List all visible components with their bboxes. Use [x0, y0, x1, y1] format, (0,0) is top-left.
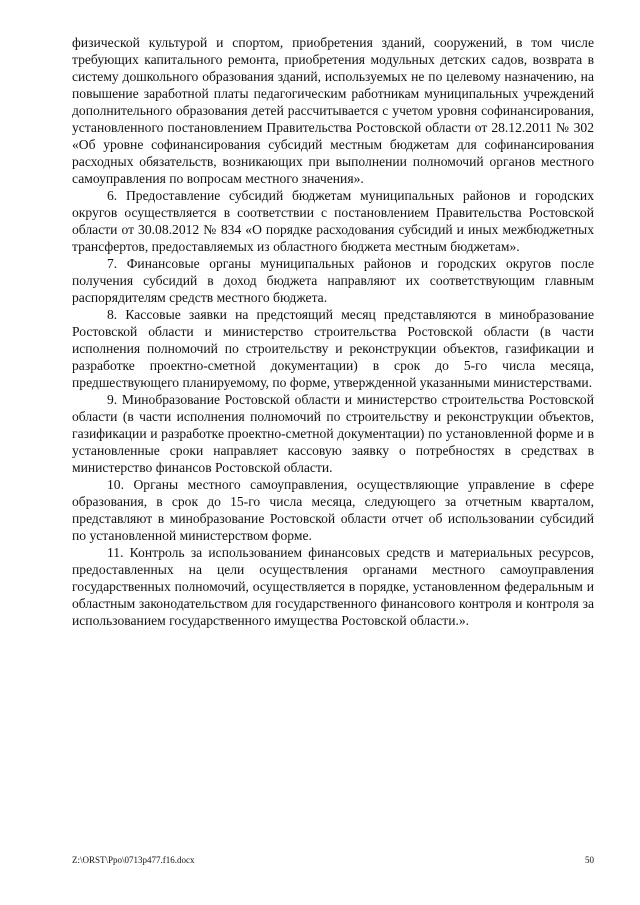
paragraph-item-10: 10. Органы местного самоуправления, осуществляющие управление в сфере образования, в срок до 15-го числа месяца, следующего за отчетным кварталом, представляют в минобразование Ростовской области отчет об использовании субсидий по установленной министерством форме. [72, 477, 594, 543]
paragraph-item-6: 6. Предоставление субсидий бюджетам муниципальных районов и городских округов осуществляется в соответствии с постановлением Правительства Ростовской области от 30.08.2012 № 834 «О порядке расходования субсидий и иных межбюджетных трансфертов, предоставляемых из областного бюджета местным бюджетам». [72, 188, 594, 254]
paragraph-item-7: 7. Финансовые органы муниципальных районов и городских округов после получения субсидий в доход бюджета направляют их соответствующим главным распорядителям средств местного бюджета. [72, 256, 594, 305]
paragraph-item-11: 11. Контроль за использованием финансовых средств и материальных ресурсов, предоставленных на цели осуществления органами местного самоуправления государственных полномочий, осуществляется в порядке, установленном федеральным и областным законодательством для государственного финансового контроля и контроля за использованием государственного имущества Ростовской области.». [72, 545, 594, 628]
paragraph-item-9: 9. Минобразование Ростовской области и министерство строительства Ростовской области (в части исполнения полномочий по строительству и реконструкции объектов, газификации и разработке проектно-сметной документации) по установленной форме и в установленные сроки направляет кассовую заявку о потребностях в средствах в министерство финансов Ростовской области. [72, 392, 594, 475]
paragraph-continuation: физической культурой и спортом, приобретения зданий, сооружений, в том числе требующих капитального ремонта, приобретения модульных детских садов, возврата в систему дошкольного образования зданий, используемых не по целевому назначению, на повышение заработной платы педагогическим работникам муниципальных учреждений дополнительного образования детей рассчитывается с учетом уровня софинансирования, установленного постановлением Правительства Ростовской области от 28.12.2011 № 302 «Об уровне софинансирования субсидий местным бюджетам для софинансирования расходных обязательств, возникающих при выполнении полномочий органов местного самоуправления по вопросам местного значения». [72, 35, 594, 186]
footer-file-path: Z:\ORST\Ppo\0713p477.f16.docx [72, 855, 195, 865]
page-number: 50 [585, 855, 594, 865]
document-body [72, 34, 594, 629]
paragraph-item-8: 8. Кассовые заявки на предстоящий месяц представляются в минобразование Ростовской области и министерство строительства Ростовской области (в части исполнения полномочий по строительству и реконструкции объектов, газификации и разработке проектно-сметной документации) в срок до 5-го числа месяца, предшествующего планируемому, по форме, утвержденной указанными министерствами. [72, 307, 594, 390]
